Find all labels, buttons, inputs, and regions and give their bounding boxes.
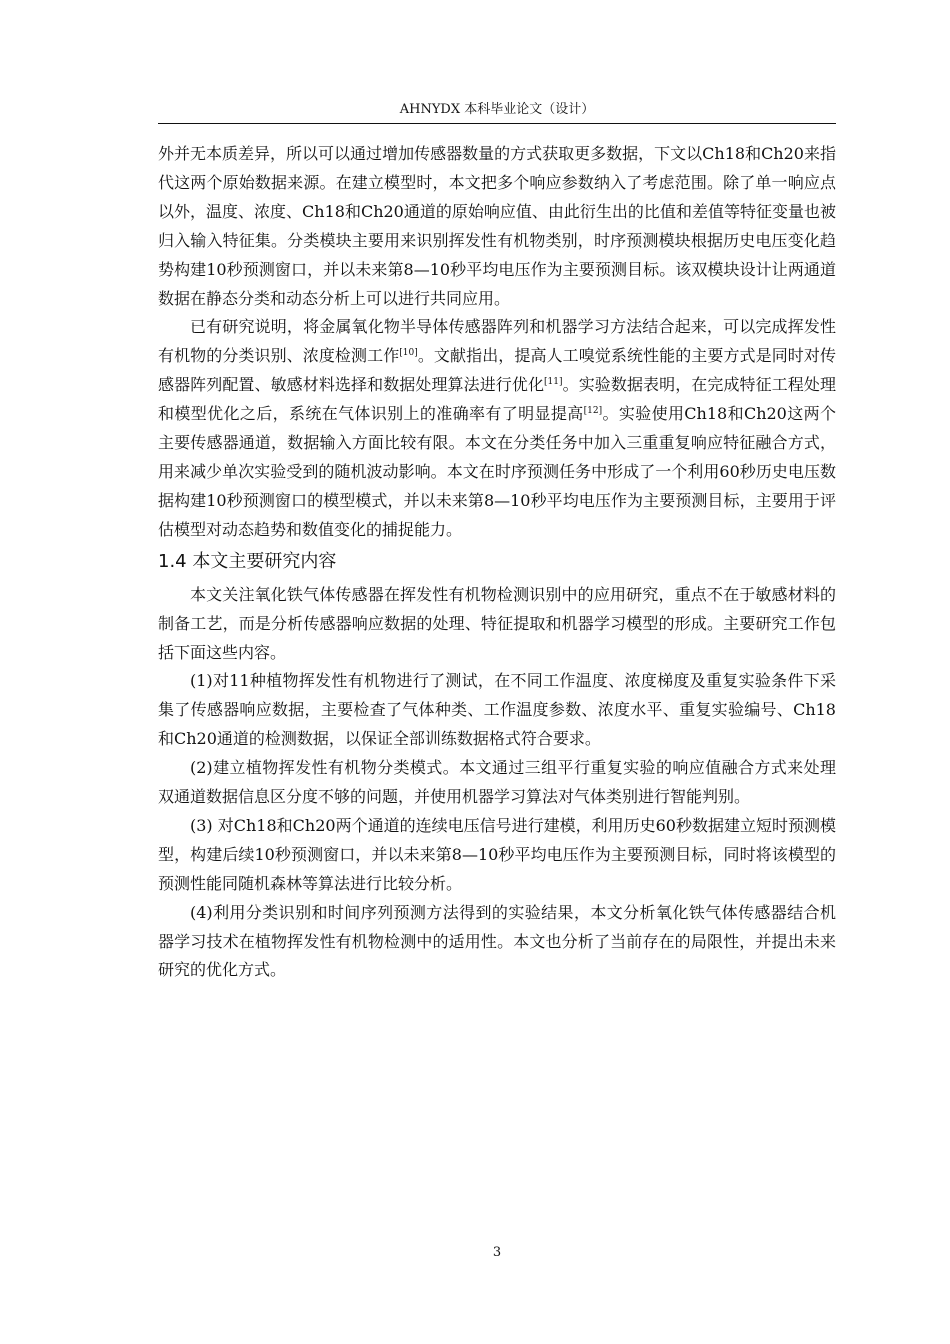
list-item-2: (2)建立植物挥发性有机物分类模式。本文通过三组平行重复实验的响应值融合方式来处理双通道数据信息区分度不够的问题，并使用机器学习算法对气体类别进行智能判别。 xyxy=(158,758,836,807)
list-item-4: (4)利用分类识别和时间序列预测方法得到的实验结果，本文分析氧化铁气体传感器结合机器学习技术在植物挥发性有机物检测中的适用性。本文也分析了当前存在的局限性，并提出未来研究的优化方式。 xyxy=(158,902,836,980)
paragraph-text: 。实验使用Ch18和Ch20这两个主要传感器通道，数据输入方面比较有限。本文在分类任务中加入三重重复响应特征融合方式，用来减少单次实验受到的随机波动影响。本文在时序预测任务中形成了一个利用60秒历史电压数据构建10秒预测窗口的模型模式，并以未来第8—10秒平均电压作为主要预测目标，主要用于评估模型对动态趋势和数值变化的捕捉能力。 xyxy=(158,404,836,539)
citation-ref[interactable]: [12] xyxy=(583,406,603,417)
paragraph-text: 已有研究说明，将金属氧化物半导体传感器阵列和机器学习方法结合起来，可以完成挥发性有机物的分类识别、浓度检测工作 xyxy=(158,317,836,366)
list-item-1: (1)对11种植物挥发性有机物进行了测试，在不同工作温度、浓度梯度及重复实验条件下采集了传感器响应数据，主要检查了气体种类、工作温度参数、浓度水平、重复实验编号、Ch18和Ch20通道的检测数据，以保证全部训练数据格式符合要求。 xyxy=(158,671,836,749)
citation-ref[interactable]: [10] xyxy=(399,348,418,359)
section-heading: 1.4 本文主要研究内容 xyxy=(158,550,337,572)
citation-ref[interactable]: [11] xyxy=(544,377,563,388)
paragraph-related-work xyxy=(158,313,836,544)
page-number: 3 xyxy=(492,1245,502,1260)
list-item-3: (3) 对Ch18和Ch20两个通道的连续电压信号进行建模，利用历史60秒数据建立短时预测模型，构建后续10秒预测窗口，并以未来第8—10秒平均电压作为主要预测目标，同时将该模型的预测性能同随机森林等算法进行比较分析。 xyxy=(158,815,836,893)
running-header: AHNYDX 本科毕业论文（设计） xyxy=(399,102,595,117)
paragraph-text: 。实验数据表明，在完成特征工程处理和模型优化之后，系统在气体识别上的准确率有了明显提高 xyxy=(158,375,836,424)
body-text xyxy=(158,140,836,985)
paragraph-continuation: 外并无本质差异，所以可以通过增加传感器数量的方式获取更多数据，下文以Ch18和Ch20来指代这两个原始数据来源。在建立模型时，本文把多个响应参数纳入了考虑范围。除了单一响应点以外，温度、浓度、Ch18和Ch20通道的原始响应值、由此衍生出的比值和差值等特征变量也被归入输入特征集。分类模块主要用来识别挥发性有机物类别，时序预测模块根据历史电压变化趋势构建10秒预测窗口，并以未来第8—10秒平均电压作为主要预测目标。该双模块设计让两通道数据在静态分类和动态分析上可以进行共同应用。 xyxy=(158,144,836,308)
header-rule xyxy=(158,123,836,124)
paragraph-text: 。文献指出，提高人工嗅觉系统性能的主要方式是同时对传感器阵列配置、敏感材料选择和数据处理算法进行优化 xyxy=(158,346,836,395)
paragraph-intro: 本文关注氧化铁气体传感器在挥发性有机物检测识别中的应用研究，重点不在于敏感材料的制备工艺，而是分析传感器响应数据的处理、特征提取和机器学习模型的形成。主要研究工作包括下面这些内容。 xyxy=(158,584,836,662)
